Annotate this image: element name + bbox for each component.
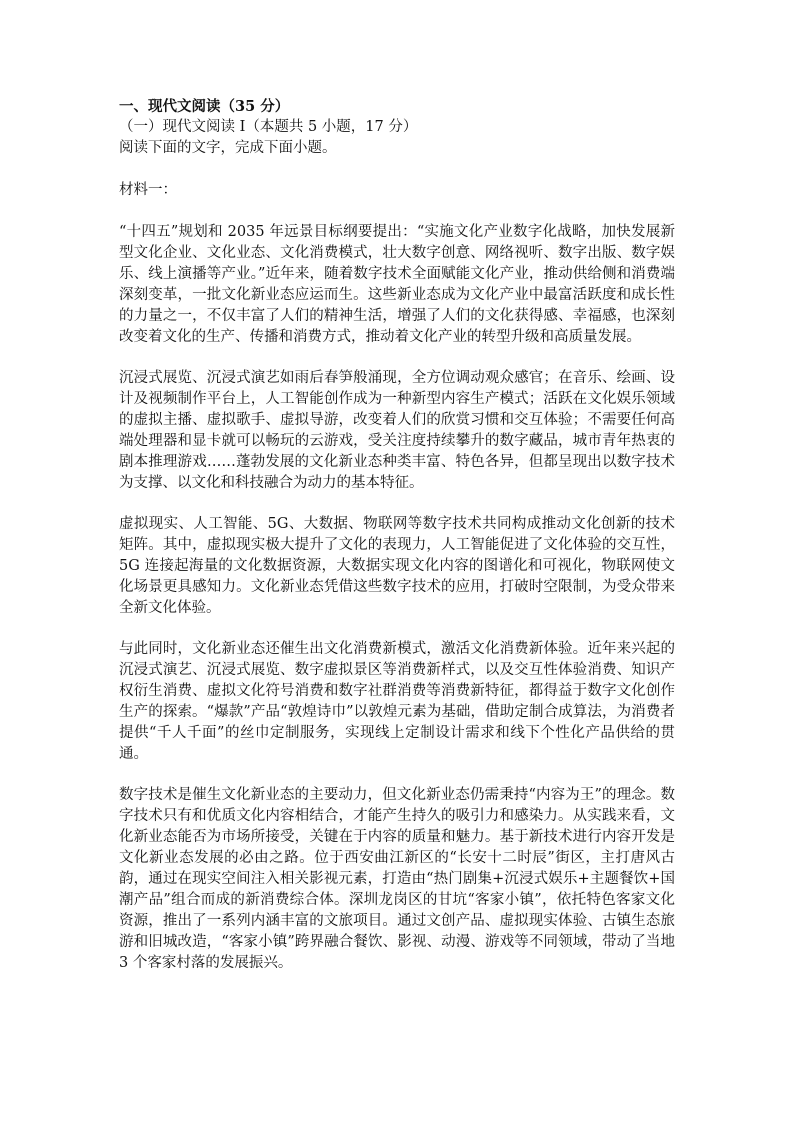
instruction-text: 阅读下面的文字，完成下面小题。: [119, 140, 337, 156]
material-paragraph-5: 数字技术是催生文化新业态的主要动力，但文化新业态仍需秉持“内容为王”的理念。数字技术只有和优质文化内容相结合，才能产生持久的吸引力和感染力。从实践来看，文化新业态能否为市场所接受，关键在于内容的质量和魅力。基于新技术进行内容开发是文化新业态发展的必由之路。位于西安曲江新区的“长安十二时辰”街区，主打唐风古韵，通过在现实空间注入相关影视元素，打造由“热门剧集+沉浸式娱乐+主题餐饮+国潮产品”组合而成的新消费综合体。深圳龙岗区的甘坑“客家小镇”，依托特色客家文化资源，推出了一系列内涵丰富的文旅项目。通过文创产品、虚拟现实体验、古镇生态旅游和旧城改造，“客家小镇”跨界融合餐饮、影视、动漫、游戏等不同领域，带动了当地 3 个客家村落的发展振兴。: [119, 787, 675, 971]
material-paragraph-2: 沉浸式展览、沉浸式演艺如雨后春笋般涌现，全方位调动观众感官；在音乐、绘画、设计及视频制作平台上，人工智能创作成为一种新型内容生产模式；活跃在文化娱乐领域的虚拟主播、虚拟歌手、虚拟导游，改变着人们的欣赏习惯和交互体验；不需要任何高端处理器和显卡就可以畅玩的云游戏，受关注度持续攀升的数字藏品，城市青年热衷的剧本推理游戏……蓬勃发展的文化新业态种类丰富、特色各异，但都呈现出以数字技术为支撑、以文化和科技融合为动力的基本特征。: [119, 370, 675, 491]
material-label: 材料一：: [119, 182, 177, 198]
material-paragraph-1: “十四五”规划和 2035 年远景目标纲要提出：“实施文化产业数字化战略，加快发展新型文化企业、文化业态、文化消费模式，壮大数字创意、网络视听、数字出版、数字娱乐、线上演播等产业。”近年来，随着数字技术全面赋能文化产业，推动供给侧和消费端深刻变革，一批文化新业态应运而生。这些新业态成为文化产业中最富活跃度和成长性的力量之一，不仅丰富了人们的精神生活，增强了人们的文化获得感、幸福感，也深刻改变着文化的生产、传播和消费方式，推动着文化产业的转型升级和高质量发展。: [119, 224, 675, 345]
section-title: 一、现代文阅读（35 分）: [119, 98, 290, 115]
material-paragraph-4: 与此同时，文化新业态还催生出文化消费新模式，激活文化消费新体验。近年来兴起的沉浸式演艺、沉浸式展览、数字虚拟景区等消费新样式，以及交互性体验消费、知识产权衍生消费、虚拟文化符号消费和数字社群消费等消费新特征，都得益于数字文化创作生产的探索。“爆款”产品“敦煌诗巾”以敦煌元素为基础，借助定制合成算法，为消费者提供“千人千面”的丝巾定制服务，实现线上定制设计需求和线下个性化产品供给的贯通。: [119, 641, 675, 762]
exam-page: [119, 96, 675, 989]
section-subtitle: （一）现代文阅读 I（本题共 5 小题，17 分）: [119, 119, 418, 135]
material-paragraph-3: 虚拟现实、人工智能、5G、大数据、物联网等数字技术共同构成推动文化创新的技术矩阵。其中，虚拟现实极大提升了文化的表现力，人工智能促进了文化体验的交互性，5G 连接起海量的文化数据资源，大数据实现文化内容的图谱化和可视化，物联网使文化场景更具感知力。文化新业态凭借这些数字技术的应用，打破时空限制，为受众带来全新文化体验。: [119, 516, 675, 616]
